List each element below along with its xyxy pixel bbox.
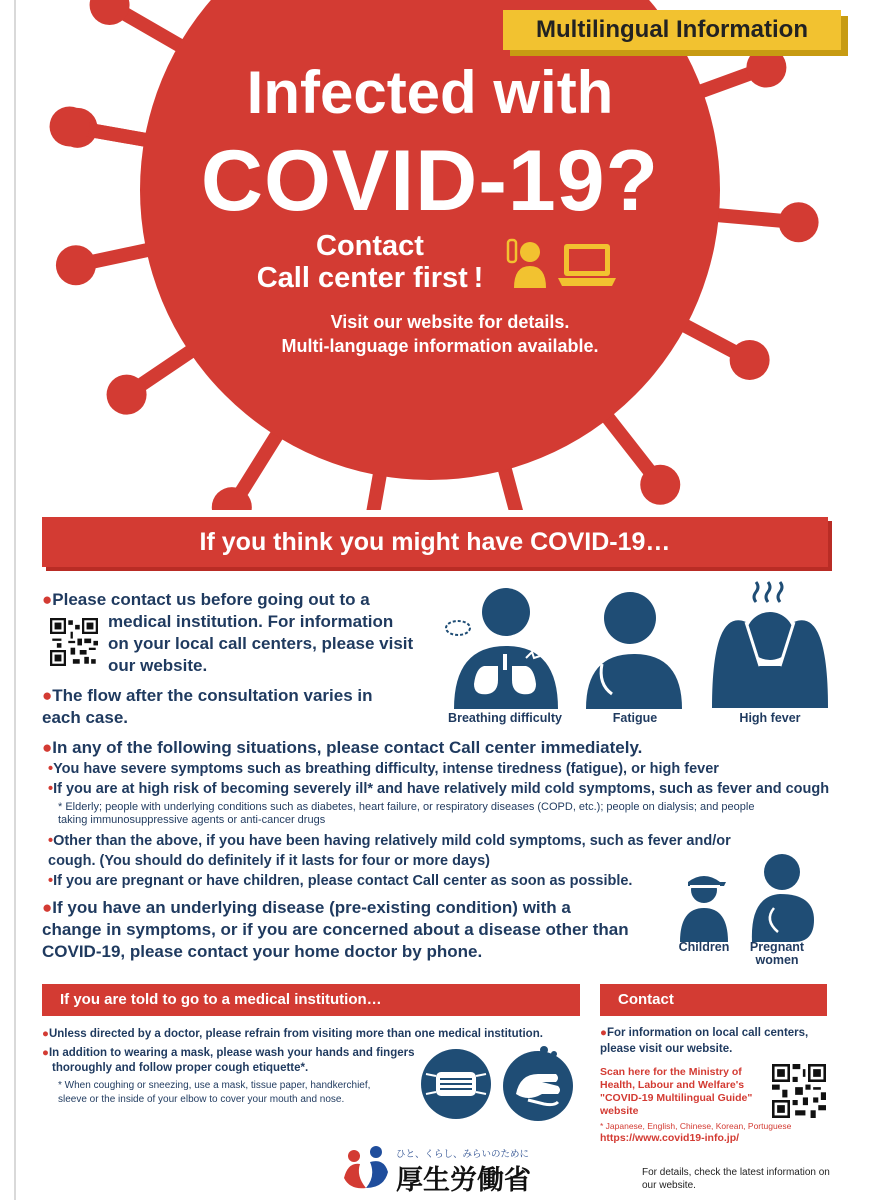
- laptop-icon: [556, 242, 618, 288]
- contact-scan-line-1: Scan here for the Ministry of: [600, 1066, 742, 1078]
- situation-3-line-2: cough. (You should do definitely if it lasts for four or more days): [48, 853, 491, 869]
- footer-note-line-2: our website.: [642, 1180, 696, 1191]
- caption-breathing: Breathing difficulty: [448, 711, 562, 725]
- situation-2-note-1: * Elderly; people with underlying conditions such as diabetes, heart failure, or respiratory diseases (COPD, etc.); people on dialysis; and people: [58, 801, 755, 813]
- p2-line-1: ●The flow after the consultation varies in: [42, 686, 373, 705]
- footer-note: [642, 1166, 842, 1192]
- contact-b1-line-1: ●For information on local call centers,: [600, 1027, 809, 1039]
- situation-2: •If you are at high risk of becoming severely ill* and have relatively mild cold symptoms, such as fever and cough: [48, 781, 830, 797]
- contact-line-1: Contact: [316, 230, 424, 262]
- hand-washing-icon: [498, 1044, 578, 1122]
- qr-code-large[interactable]: [772, 1064, 826, 1118]
- contact-scan-line-3: "COVID-19 Multilingual Guide": [600, 1092, 753, 1104]
- contact-banner: Contact: [600, 984, 827, 1016]
- visit-line-2: Multi-language information available.: [281, 336, 599, 356]
- institution-b1: ●Unless directed by a doctor, please refrain from visiting more than one medical institution.: [42, 1028, 543, 1040]
- p1-line-1: ●Please contact us before going out to a: [42, 590, 370, 609]
- p4-line-1: ●If you have an underlying disease (pre-existing condition) with a: [42, 898, 571, 917]
- institution-b2-line-2: thoroughly and follow proper cough etiquette*.: [52, 1062, 309, 1074]
- fatigue-icon: [578, 584, 690, 709]
- footer-note-line-1: For details, check the latest information on: [642, 1167, 830, 1178]
- p3: ●In any of the following situations, please contact Call center immediately.: [42, 738, 643, 757]
- children-icon: [676, 872, 732, 942]
- situation-2-note-2: taking immunosuppressive agents or anti-cancer drugs: [58, 814, 326, 826]
- pregnant-woman-icon: [744, 850, 816, 942]
- p4-line-3: COVID-19, please contact your home doctor by phone.: [42, 942, 483, 961]
- contact-languages: * Japanese, English, Chinese, Korean, Portuguese: [600, 1121, 792, 1131]
- p1-line-4: our website.: [108, 656, 208, 675]
- institution-banner: If you are told to go to a medical institution…: [42, 984, 580, 1016]
- multilingual-badge: Multilingual Information: [503, 10, 841, 50]
- mhlw-emblem-icon: [340, 1142, 392, 1196]
- breathing-difficulty-icon: [440, 584, 565, 709]
- high-fever-icon: [706, 578, 834, 708]
- p1-line-2: medical institution. For information: [108, 612, 394, 631]
- title-line-2: COVID-19?: [200, 133, 660, 229]
- qr-code-icon: [50, 618, 98, 666]
- mhlw-tagline: ひと、くらし、みらいのために: [396, 1149, 530, 1160]
- situation-4: •If you are pregnant or have children, please contact Call center as soon as possible.: [48, 873, 633, 889]
- caption-children: Children: [678, 940, 730, 954]
- p2-line-2: each case.: [42, 708, 129, 727]
- phone-person-icon: [500, 238, 552, 290]
- situation-3-line-1: •Other than the above, if you have been having relatively mild cold symptoms, such as fever and/or: [48, 833, 731, 849]
- section-banner: If you think you might have COVID-19…: [42, 517, 828, 567]
- contact-url[interactable]: https://www.covid19-info.jp/: [600, 1132, 740, 1144]
- contact-line-2: Call center first !: [256, 262, 484, 294]
- caption-pregnant-2: women: [755, 953, 799, 967]
- contact-b1-line-2: please visit our website.: [600, 1043, 733, 1055]
- visit-line-1: Visit our website for details.: [330, 312, 570, 332]
- mhlw-name: 厚生労働省: [396, 1165, 531, 1196]
- title-line-1: Infected with: [246, 59, 614, 126]
- contact-scan-line-4: website: [600, 1105, 639, 1117]
- caption-pregnant-1: Pregnant: [749, 940, 805, 954]
- p4-line-2: change in symptoms, or if you are concerned about a disease other than: [42, 920, 629, 939]
- institution-note-2: sleeve or the inside of your elbow to cover your mouth and nose.: [58, 1094, 345, 1105]
- p1-line-3: on your local call centers, please visit: [108, 634, 414, 653]
- institution-note-1: * When coughing or sneezing, use a mask, tissue paper, handkerchief,: [58, 1080, 371, 1091]
- situation-1: •You have severe symptoms such as breathing difficulty, intense tiredness (fatigue), or high fever: [48, 761, 719, 777]
- mask-icon: [420, 1048, 492, 1120]
- qr-code-icon: [772, 1064, 826, 1118]
- caption-fatigue: Fatigue: [612, 711, 658, 725]
- qr-code-small[interactable]: [50, 618, 98, 666]
- contact-scan-line-2: Health, Labour and Welfare's: [600, 1079, 745, 1091]
- institution-b2-line-1: ●In addition to wearing a mask, please wash your hands and fingers: [42, 1047, 415, 1059]
- caption-fever: High fever: [739, 711, 801, 725]
